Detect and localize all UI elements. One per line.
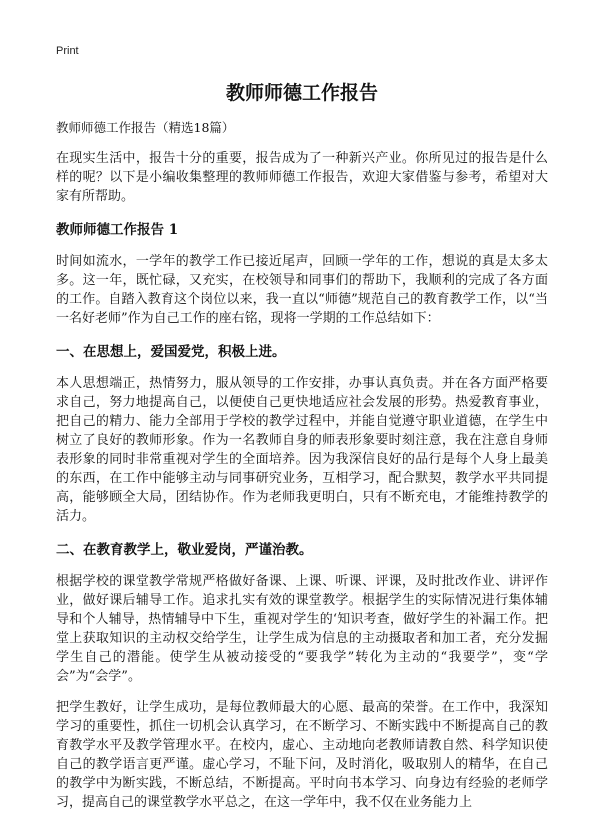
page-title: 教师师德工作报告 <box>225 82 378 104</box>
section-heading: 教师师德工作报告 1 <box>56 222 179 238</box>
section-paragraph-2: 本人思想端正，热情努力，服从领导的工作安排，办事认真负责。并在各方面严格要求自己，努力地提高自己，以便使自己更快地适应社会发展的形势。热爱教育事业，把自己的精力、能力全部用于学校的教学过程中，并能自觉遵守职业道德，在学生中树立了良好的教师形象。作为一名教师自身的师表形象要时刻注意，我在注意自身师表形象的同时非常重视对学生的全面培养。因为我深信良好的品行是每个人身上最美的东西，在工作中能够主动与同事研究业务，互相学习，配合默契，教学水平共同提高，能够顾全大局，团结协作。作为老师我更明白，只有不断充电，才能维持教学的活力。 <box>56 376 548 524</box>
document-page <box>56 44 548 812</box>
section-paragraph-1: 时间如流水，一学年的教学工作已接近尾声，回顾一学年的工作，想说的真是太多太多。这一年，既忙碌，又充实，在校领导和同事们的帮助下，我顺利的完成了各方面的工作。自踏入教育这个岗位以来，我一直以“师德”规范自己的教育教学工作，以“当一名好老师”作为自己工作的座右铭，现将一学期的工作总结如下： <box>56 254 548 326</box>
intro-paragraph: 在现实生活中，报告十分的重要，报告成为了一种新兴产业。你所见过的报告是什么样的呢？以下是小编收集整理的教师师德工作报告，欢迎大家借鉴与参考，希望对大家有所帮助。 <box>56 151 548 204</box>
document-subtitle: 教师师德工作报告（精选18篇） <box>56 120 235 135</box>
section-paragraph-4: 把学生教好，让学生成功，是每位教师最大的心愿、最高的荣誉。在工作中，我深知学习的重要性，抓住一切机会认真学习，在不断学习、不断实践中不断提高自己的教育教学水平及教学管理水平。在校内，虚心、主动地向老教师请教自然、科学知识使自己的教学语言更严谨。虚心学习，不耻下问，及时消化，吸取别人的精华，在自己的教学中为断实践，不断总结，不断提高。平时向书本学习、向身边有经验的老师学习，提高自己的课堂教学水平总之，在这一学年中，我不仅在业务能力上 <box>56 700 548 810</box>
subheading-teaching: 二、在教育教学上，敬业爱岗，严谨治教。 <box>56 542 313 558</box>
print-link[interactable]: Print <box>56 45 79 57</box>
subheading-ideology: 一、在思想上，爱国爱党，积极上进。 <box>56 344 286 360</box>
section-paragraph-3: 根据学校的课堂教学常规严格做好备课、上课、听课、评课，及时批改作业、讲评作业，做好课后辅导工作。追求扎实有效的课堂教学。根据学生的实际情况进行集体辅导和个人辅导，热情辅导中下生，重视对学生的‘知识考查，做好学生的补漏工作。把堂上获取知识的主动权交给学生，让学生成为信息的主动摄取者和加工者，充分发掘学生自己的潜能。使学生从被动接受的“要我学”转化为主动的“我要学”，变“学会”为“会学”。 <box>56 574 548 684</box>
